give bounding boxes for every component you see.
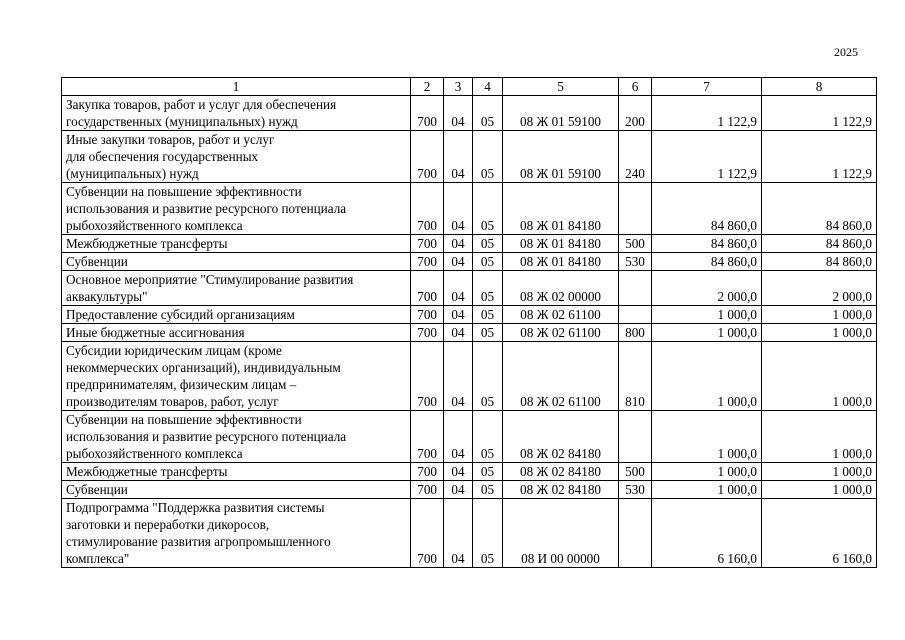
- amount-col-7: 1 122,9: [652, 131, 762, 183]
- expense-type-code: [619, 306, 652, 324]
- amount-col-8: 2 000,0: [762, 271, 877, 306]
- row-name: Иные закупки товаров, работ и услуг для обеспечения государственных (муниципальных) нужд: [62, 131, 411, 183]
- target-article-code: 08 Ж 01 59100: [503, 131, 619, 183]
- page-number: 2025: [834, 45, 858, 59]
- subsection-code: 05: [473, 306, 503, 324]
- table-row: [62, 271, 877, 306]
- target-article-code: 08 Ж 01 59100: [503, 96, 619, 131]
- ministry-code: 700: [411, 96, 444, 131]
- amount-col-7: 1 000,0: [652, 411, 762, 463]
- ministry-code: 700: [411, 411, 444, 463]
- amount-col-7: 84 860,0: [652, 183, 762, 235]
- table-row: [62, 183, 877, 235]
- amount-col-7: 1 000,0: [652, 463, 762, 481]
- row-name: Подпрограмма "Поддержка развития системы заготовки и переработки дикоросов, стимулирование развития агропромышленного комплекса": [62, 499, 411, 568]
- amount-col-7: 6 160,0: [652, 499, 762, 568]
- table-row: [62, 499, 877, 568]
- section-code: 04: [444, 324, 473, 342]
- row-name: Субвенции на повышение эффективности использования и развитие ресурсного потенциала рыбохозяйственного комплекса: [62, 183, 411, 235]
- row-name: Субвенции: [62, 481, 411, 499]
- header-cell: 4: [473, 78, 503, 96]
- expense-type-code: 240: [619, 131, 652, 183]
- table-row: [62, 342, 877, 411]
- row-name: Закупка товаров, работ и услуг для обеспечения государственных (муниципальных) нужд: [62, 96, 411, 131]
- header-cell: 5: [503, 78, 619, 96]
- section-code: 04: [444, 253, 473, 271]
- ministry-code: 700: [411, 481, 444, 499]
- amount-col-8: 1 000,0: [762, 306, 877, 324]
- table-row: [62, 463, 877, 481]
- ministry-code: 700: [411, 183, 444, 235]
- expense-type-code: [619, 499, 652, 568]
- target-article-code: 08 Ж 02 84180: [503, 481, 619, 499]
- table-row: [62, 411, 877, 463]
- target-article-code: 08 И 00 00000: [503, 499, 619, 568]
- section-code: 04: [444, 235, 473, 253]
- amount-col-8: 1 000,0: [762, 463, 877, 481]
- section-code: 04: [444, 183, 473, 235]
- section-code: 04: [444, 463, 473, 481]
- amount-col-7: 1 000,0: [652, 324, 762, 342]
- section-code: 04: [444, 131, 473, 183]
- amount-col-7: 1 122,9: [652, 96, 762, 131]
- ministry-code: 700: [411, 131, 444, 183]
- target-article-code: 08 Ж 02 00000: [503, 271, 619, 306]
- subsection-code: 05: [473, 411, 503, 463]
- table-row: [62, 131, 877, 183]
- subsection-code: 05: [473, 342, 503, 411]
- ministry-code: 700: [411, 324, 444, 342]
- header-cell: 6: [619, 78, 652, 96]
- section-code: 04: [444, 481, 473, 499]
- amount-col-7: 84 860,0: [652, 253, 762, 271]
- row-name: Межбюджетные трансферты: [62, 463, 411, 481]
- target-article-code: 08 Ж 02 61100: [503, 342, 619, 411]
- target-article-code: 08 Ж 02 61100: [503, 324, 619, 342]
- amount-col-8: 84 860,0: [762, 253, 877, 271]
- target-article-code: 08 Ж 01 84180: [503, 235, 619, 253]
- subsection-code: 05: [473, 253, 503, 271]
- row-name: Субвенции: [62, 253, 411, 271]
- ministry-code: 700: [411, 235, 444, 253]
- ministry-code: 700: [411, 463, 444, 481]
- ministry-code: 700: [411, 499, 444, 568]
- amount-col-7: 1 000,0: [652, 481, 762, 499]
- subsection-code: 05: [473, 235, 503, 253]
- target-article-code: 08 Ж 02 84180: [503, 411, 619, 463]
- ministry-code: 700: [411, 342, 444, 411]
- subsection-code: 05: [473, 96, 503, 131]
- table-row: [62, 324, 877, 342]
- section-code: 04: [444, 342, 473, 411]
- budget-table: [61, 77, 877, 568]
- subsection-code: 05: [473, 324, 503, 342]
- expense-type-code: 810: [619, 342, 652, 411]
- amount-col-8: 1 000,0: [762, 342, 877, 411]
- section-code: 04: [444, 499, 473, 568]
- header-cell: 2: [411, 78, 444, 96]
- ministry-code: 700: [411, 271, 444, 306]
- amount-col-8: 1 000,0: [762, 324, 877, 342]
- row-name: Межбюджетные трансферты: [62, 235, 411, 253]
- amount-col-7: 84 860,0: [652, 235, 762, 253]
- expense-type-code: [619, 183, 652, 235]
- section-code: 04: [444, 411, 473, 463]
- header-cell: 3: [444, 78, 473, 96]
- amount-col-8: 1 122,9: [762, 131, 877, 183]
- subsection-code: 05: [473, 131, 503, 183]
- expense-type-code: 500: [619, 235, 652, 253]
- header-row: [62, 78, 877, 96]
- row-name: Иные бюджетные ассигнования: [62, 324, 411, 342]
- amount-col-8: 1 000,0: [762, 481, 877, 499]
- expense-type-code: 800: [619, 324, 652, 342]
- subsection-code: 05: [473, 183, 503, 235]
- subsection-code: 05: [473, 463, 503, 481]
- section-code: 04: [444, 96, 473, 131]
- table-row: [62, 253, 877, 271]
- row-name: Субсидии юридическим лицам (кроме некоммерческих организаций), индивидуальным предпринимателям, физическим лицам – производителям товаров, работ, услуг: [62, 342, 411, 411]
- table-row: [62, 481, 877, 499]
- ministry-code: 700: [411, 306, 444, 324]
- target-article-code: 08 Ж 01 84180: [503, 253, 619, 271]
- section-code: 04: [444, 306, 473, 324]
- row-name: Основное мероприятие "Стимулирование развития аквакультуры": [62, 271, 411, 306]
- ministry-code: 700: [411, 253, 444, 271]
- header-cell: 1: [62, 78, 411, 96]
- table-row: [62, 306, 877, 324]
- expense-type-code: 200: [619, 96, 652, 131]
- amount-col-8: 1 122,9: [762, 96, 877, 131]
- amount-col-8: 84 860,0: [762, 235, 877, 253]
- expense-type-code: [619, 271, 652, 306]
- table-row: [62, 235, 877, 253]
- subsection-code: 05: [473, 499, 503, 568]
- subsection-code: 05: [473, 481, 503, 499]
- row-name: Предоставление субсидий организациям: [62, 306, 411, 324]
- subsection-code: 05: [473, 271, 503, 306]
- header-cell: 7: [652, 78, 762, 96]
- section-code: 04: [444, 271, 473, 306]
- row-name: Субвенции на повышение эффективности использования и развитие ресурсного потенциала рыбохозяйственного комплекса: [62, 411, 411, 463]
- header-cell: 8: [762, 78, 877, 96]
- amount-col-8: 84 860,0: [762, 183, 877, 235]
- amount-col-8: 6 160,0: [762, 499, 877, 568]
- amount-col-7: 1 000,0: [652, 306, 762, 324]
- amount-col-8: 1 000,0: [762, 411, 877, 463]
- expense-type-code: 530: [619, 481, 652, 499]
- target-article-code: 08 Ж 01 84180: [503, 183, 619, 235]
- amount-col-7: 2 000,0: [652, 271, 762, 306]
- target-article-code: 08 Ж 02 84180: [503, 463, 619, 481]
- target-article-code: 08 Ж 02 61100: [503, 306, 619, 324]
- amount-col-7: 1 000,0: [652, 342, 762, 411]
- expense-type-code: 500: [619, 463, 652, 481]
- expense-type-code: 530: [619, 253, 652, 271]
- table-row: [62, 96, 877, 131]
- expense-type-code: [619, 411, 652, 463]
